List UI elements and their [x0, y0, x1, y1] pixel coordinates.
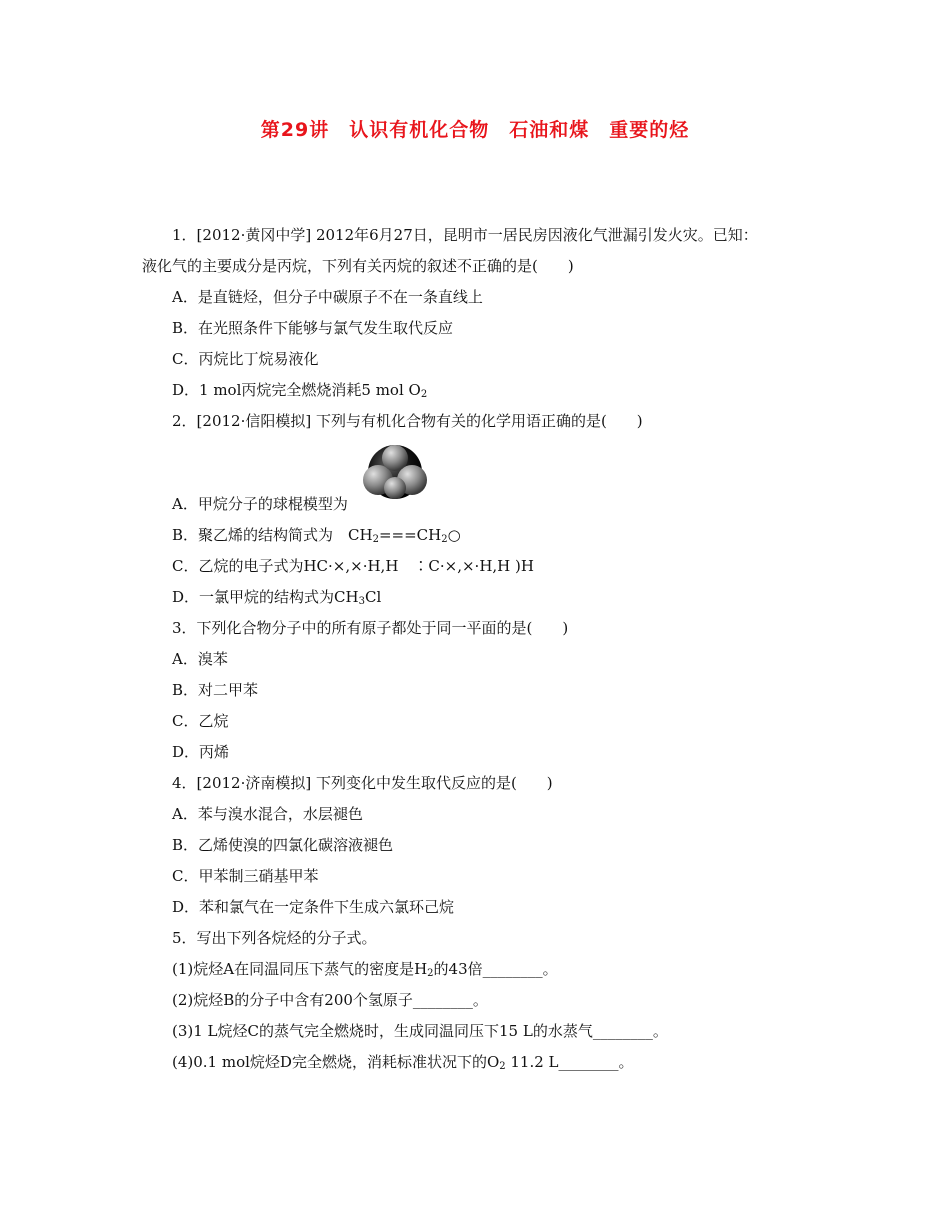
q2-stem: 2．[2012·信阳模拟] 下列与有机化合物有关的化学用语正确的是( ) [172, 412, 643, 430]
q2-option-c: C．乙烷的电子式为HC·×,×·H,H ∶C·×,×·H,H )H [172, 557, 534, 575]
q4-option-a: A．苯与溴水混合，水层褪色 [172, 805, 363, 823]
q2-option-b: B．聚乙烯的结构简式为 $CH_2===CH_2○$ [172, 526, 461, 545]
q4-option-c: C．甲苯制三硝基甲苯 [172, 867, 319, 885]
q5-part-2: (2)烷烃B的分子中含有200个氢原子________。 [172, 991, 488, 1009]
q3-stem: 3．下列化合物分子中的所有原子都处于同一平面的是( ) [172, 619, 569, 637]
q4-option-d: D．苯和氯气在一定条件下生成六氯环己烷 [172, 898, 455, 916]
page-title: 第29讲 认识有机化合物 石油和煤 重要的烃 [260, 119, 690, 141]
q1-stem-line1: 1．[2012·黄冈中学] 2012年6月27日，昆明市一居民房因液化气泄漏引发火灾。已知： [172, 226, 758, 244]
q5-stem: 5．写出下列各烷烃的分子式。 [172, 929, 377, 947]
q1-option-a: A．是直链烃，但分子中碳原子不在一条直线上 [172, 288, 483, 306]
q3-option-c: C．乙烷 [172, 712, 229, 730]
q1-option-d: D．1 mol丙烷完全燃烧消耗5 mol $O_2$ [172, 381, 428, 400]
q2-option-d: D．一氯甲烷的结构式为$CH_3Cl$ [172, 588, 382, 607]
q1-option-b: B．在光照条件下能够与氯气发生取代反应 [172, 319, 454, 337]
q3-option-b: B．对二甲苯 [172, 681, 259, 699]
q5-part-3: (3)1 L烷烃C的蒸气完全燃烧时，生成同温同压下15 L的水蒸气________。 [172, 1022, 668, 1040]
q4-stem: 4．[2012·济南模拟] 下列变化中发生取代反应的是( ) [172, 774, 553, 792]
q1-stem-line2: 液化气的主要成分是丙烷，下列有关丙烷的叙述不正确的是( ) [142, 257, 574, 275]
q4-option-b: B．乙烯使溴的四氯化碳溶液褪色 [172, 836, 394, 854]
q3-option-a: A．溴苯 [172, 650, 228, 668]
q1-option-c: C．丙烷比丁烷易液化 [172, 350, 319, 368]
methane-ball-model-image [355, 440, 435, 502]
q3-option-d: D．丙烯 [172, 743, 230, 761]
q2-option-a: A．甲烷分子的球棍模型为 [172, 495, 348, 513]
q5-part-4: (4)0.1 mol烷烃D完全燃烧，消耗标准状况下的$O_2$ 11.2 L________。 [172, 1053, 634, 1072]
q5-part-1: (1)烷烃A在同温同压下蒸气的密度是$H_2$的43倍________。 [172, 960, 558, 979]
